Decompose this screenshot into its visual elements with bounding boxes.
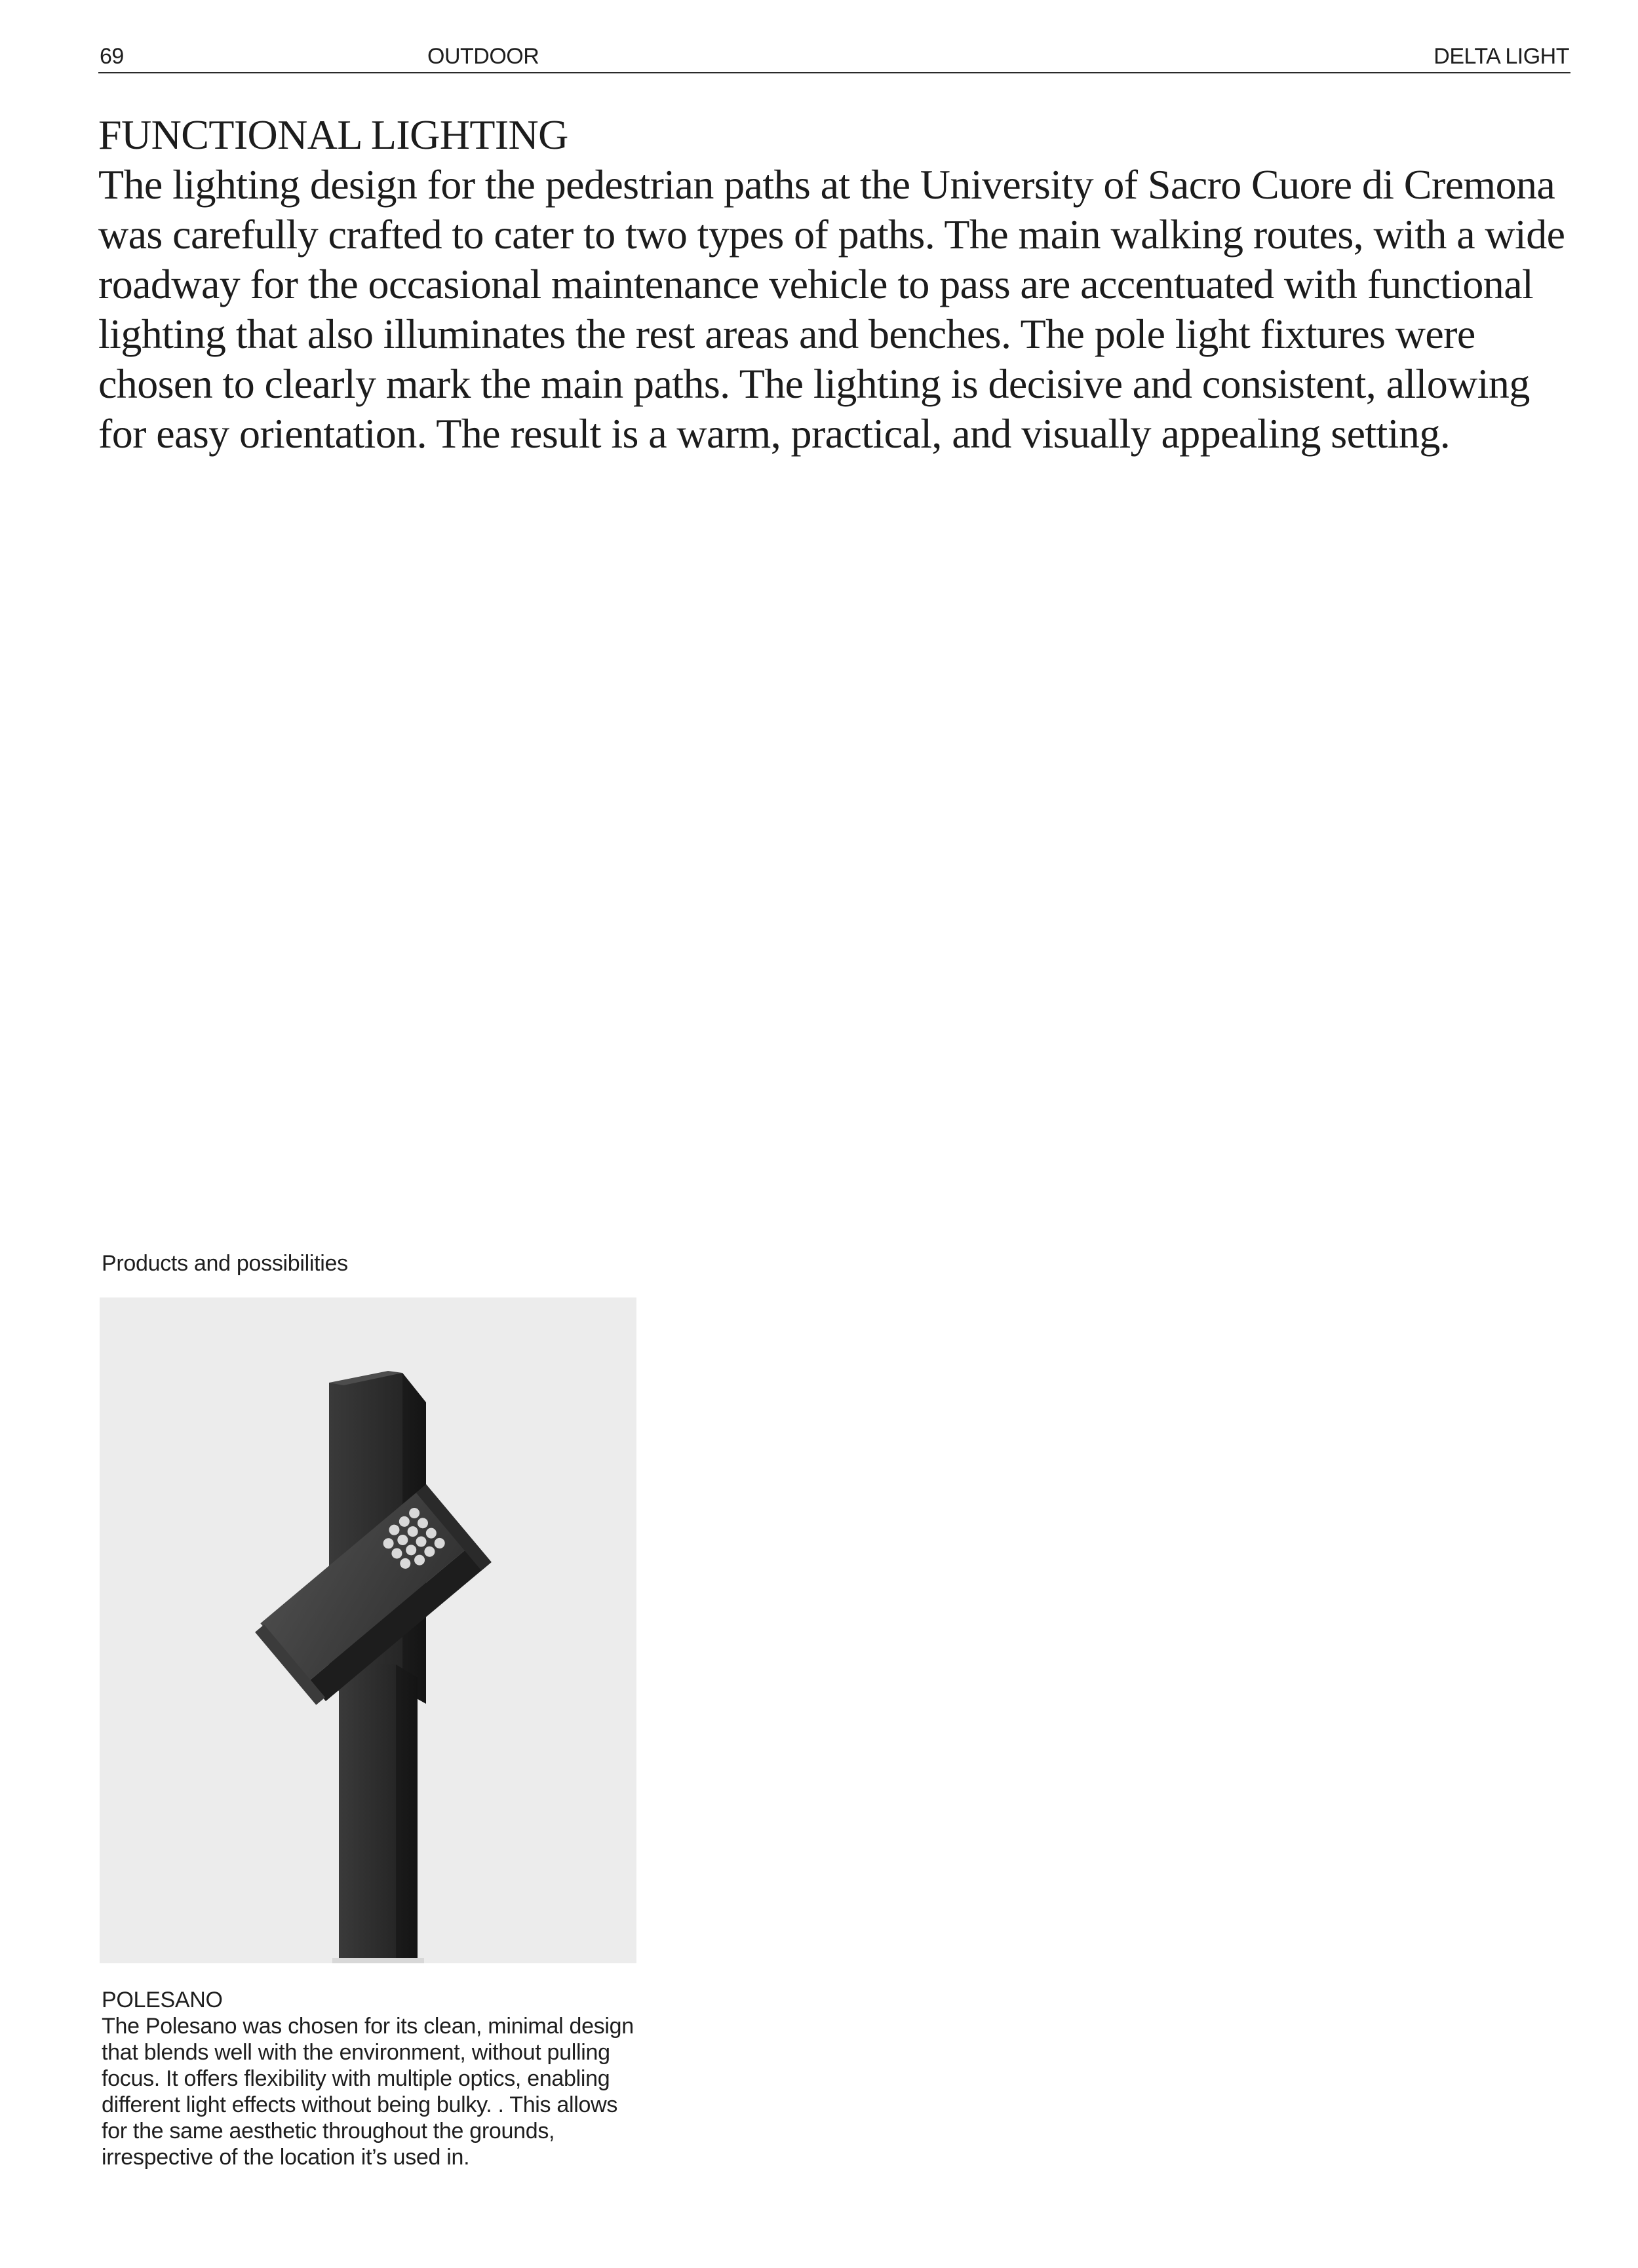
product-description-polesano	[102, 1987, 646, 2170]
product-name: POLESANO	[102, 1988, 223, 2012]
pole-light-illustration	[100, 1297, 636, 1963]
page-number: 69	[100, 44, 124, 69]
intro-section	[98, 110, 1570, 459]
brand-name: DELTA LIGHT	[1433, 44, 1569, 69]
product-description: The Polesano was chosen for its clean, minimal design that blends well with the environment, without pulling focus. It offers flexibility with multiple optics, enabling different light effects without being bulky. . This allows for the same aesthetic throughout the grounds, irrespective of the location it’s used in.	[102, 2014, 634, 2170]
page-header	[98, 42, 1570, 73]
section-title: FUNCTIONAL LIGHTING	[98, 111, 568, 158]
section-name: OUTDOOR	[427, 44, 539, 69]
intro-paragraph: The lighting design for the pedestrian paths at the University of Sacro Cuore di Cremona was carefully crafted to cater to two types of paths. The main walking routes, with a wide roadway for the occasional maintenance vehicle to pass are accentuated with functional lighting that also illuminates the rest areas and benches. The pole light fixtures were chosen to clearly mark the main paths. The lighting is decisive and consistent, allowing for easy orientation. The result is a warm, practical, and visually appealing setting.	[98, 161, 1565, 457]
product-image-polesano	[100, 1297, 636, 1963]
products-label: Products and possibilities	[102, 1251, 348, 1276]
